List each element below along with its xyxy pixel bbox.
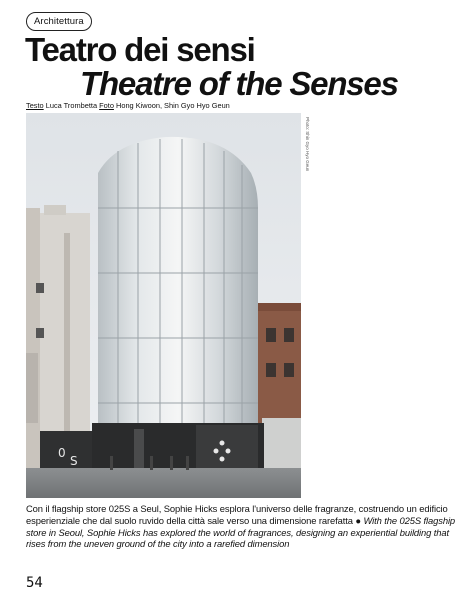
page-number: 54 — [26, 575, 43, 591]
caption-bullet-icon: ● — [355, 514, 361, 526]
credits-photo-authors: Hong Kiwoon, Shin Gyo Hyo Geun — [113, 101, 230, 110]
caption — [26, 503, 456, 550]
building-photo — [26, 113, 301, 498]
title-english: Theatre of the Senses — [80, 65, 398, 102]
credits — [26, 101, 230, 110]
svg-text:0: 0 — [58, 446, 66, 460]
title-italian: Teatro dei sensi — [25, 31, 255, 68]
credits-photo-label: Foto — [99, 101, 114, 110]
section-tag: Architettura — [26, 12, 92, 31]
caption-italian: Con il flagship store 025S a Seul, Sophie Hicks esplora l'universo delle fragranze, costruendo un edificio esperienziale che dal suolo ruvido della città sale verso una dimensione rarefatta — [26, 503, 448, 526]
credits-text-label: Testo — [26, 101, 44, 110]
caption-english: With the 025S flagship store in Seoul, Sophie Hicks has explored the world of fragrances, designing an experiential building that rises from the uneven ground of the city into a rarefied dimension — [26, 514, 456, 550]
photo-side-credit: Photo: Shin Gyo Hyo Geun — [305, 117, 310, 172]
credits-text-author: Luca Trombetta — [43, 101, 100, 110]
svg-text:S: S — [70, 454, 78, 468]
